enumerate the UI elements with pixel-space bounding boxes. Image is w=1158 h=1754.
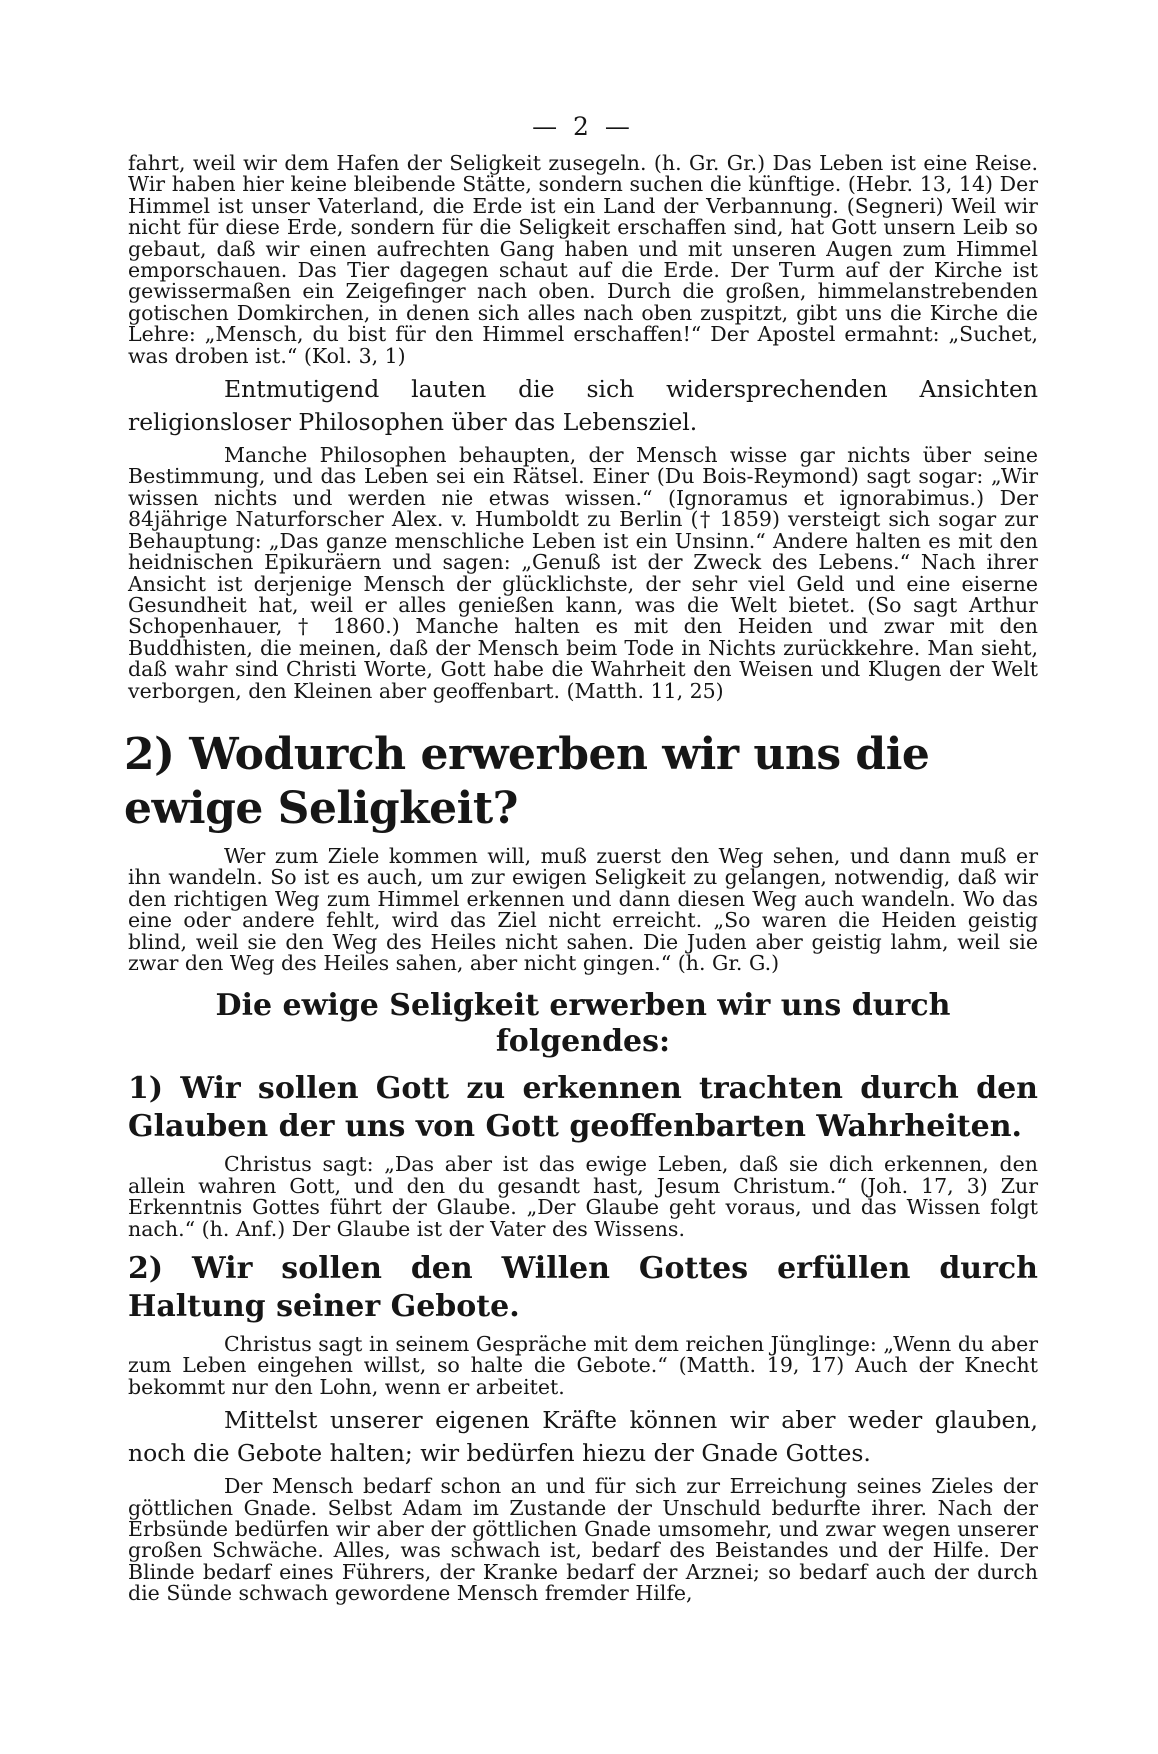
paragraph-philosophers-intro: Entmutigend lauten die sich widersprechenden Ansichten religionsloser Philosophen über das Lebensziel. (128, 375, 1038, 437)
chapter-heading: 2) Wodurch erwerben wir uns die ewige Seligkeit? (124, 728, 930, 834)
page-number: — 2 — (532, 112, 634, 141)
point-heading-faith: 1) Wir sollen Gott zu erkennen trachten durch den Glauben der uns von Gott geoffenbarten Wahrheiten. (128, 1071, 1038, 1145)
paragraph-divine-grace: Der Mensch bedarf schon an und für sich zur Erreichung seines Zieles der göttlichen Gnade. Selbst Adam im Zustande der Unschuld bedurfte ihrer. Nach der Erbsünde bedürfen wir aber der göttlichen Gnade umsomehr, und zwar wegen unserer großen Schwäche. Alles, was schwach ist, bedarf des Beistandes und der Hilfe. Der Blinde bedarf eines Führers, der Kranke bedarf der Arznei; so bedarf auch der durch die Sünde schwach gewordene Mensch fremder Hilfe, (128, 1474, 1038, 1606)
paragraph-knowing-god: Christus sagt: „Das aber ist das ewige Leben, daß sie dich erkennen, den allein wahren Gott, und den du gesandt hast, Jesum Christum.“ (Joh. 17, 3) Zur Erkenntnis Gottes führt der Glaube. „Der Glaube geht voraus, und das Wissen folgt nach.“ (h. Anf.) Der Glaube ist der Vater des Wissens. (128, 1152, 1038, 1241)
point-heading-commandments: 2) Wir sollen den Willen Gottes erfüllen durch Haltung seiner Gebote. (128, 1251, 1038, 1324)
paragraph-rich-youth: Christus sagt in seinem Gespräche mit dem reichen Jünglinge: „Wenn du aber zum Leben eingehen willst, so halte die Gebote.“ (Matth. 19, 17) Auch der Knecht bekommt nur den Lohn, wenn er arbeitet. (128, 1332, 1038, 1399)
paragraph-need-of-grace: Mittelst unserer eigenen Kräfte können wir aber weder glauben, noch die Gebote halten; wir bedürfen hiezu der Gnade Gottes. (128, 1406, 1038, 1468)
paragraph-philosophers-views: Manche Philosophen behaupten, der Mensch wisse gar nichts über seine Bestimmung, und das Leben sei ein Rätsel. Einer (Du Bois-Reymond) sagt sogar: „Wir wissen nichts und werden nie etwas wissen.“ (Ignoramus et ignorabimus.) Der 84jährige Naturforscher Alex. v. Humboldt zu Berlin († 1859) versteigt sich sogar zur Behauptung: „Das ganze menschliche Leben ist ein Unsinn.“ Andere halten es mit den heidnischen Epikuräern und sagen: „Genuß ist der Zweck des Lebens.“ Nach ihrer Ansicht ist derjenige Mensch der glücklichste, der sehr viel Geld und eine eiserne Gesundheit hat, weil er alles genießen kann, was die Welt bietet. (So sagt Arthur Schopenhauer, † 1860.) Manche halten es mit den Heiden und zwar mit den Buddhisten, die meinen, daß der Mensch beim Tode in Nichts zurückkehre. Man sieht, daß wahr sind Christi Worte, Gott habe die Wahrheit den Weisen und Klugen der Welt verborgen, den Kleinen aber geoffenbart. (Matth. 11, 25) (128, 443, 1038, 703)
section-heading: Die ewige Seligkeit erwerben wir uns durch folgendes: (215, 988, 951, 1060)
paragraph-way-to-goal: Wer zum Ziele kommen will, muß zuerst den Weg sehen, und dann muß er ihn wandeln. So ist es auch, um zur ewigen Seligkeit zu gelangen, notwendig, daß wir den richtigen Weg zum Himmel erkennen und dann diesen Weg auch wandeln. Wo das eine oder andere fehlt, wird das Ziel nicht erreicht. „So waren die Heiden geistig blind, weil sie den Weg des Heiles nicht sahen. Die Juden aber geistig lahm, weil sie zwar den Weg des Heiles sahen, aber nicht gingen.“ (h. Gr. G.) (128, 843, 1038, 975)
paragraph-life-journey: fahrt, weil wir dem Hafen der Seligkeit zusegeln. (h. Gr. Gr.) Das Leben ist eine Reise. Wir haben hier keine bleibende Stätte, sondern suchen die künftige. (Hebr. 13, 14) Der Himmel ist unser Vaterland, die Erde ist ein Land der Verbannung. (Segneri) Weil wir nicht für diese Erde, sondern für die Seligkeit erschaffen sind, hat Gott unsern Leib so gebaut, daß wir einen aufrechten Gang haben und mit unseren Augen zum Himmel emporschauen. Das Tier dagegen schaut auf die Erde. Der Turm auf der Kirche ist gewissermaßen ein Zeigefinger nach oben. Durch die großen, himmelanstrebenden gotischen Domkirchen, in denen sich alles nach oben zuspitzt, gibt uns die Kirche die Lehre: „Mensch, du bist für den Himmel erschaffen!“ Der Apostel ermahnt: „Suchet, was droben ist.“ (Kol. 3, 1) (128, 151, 1038, 368)
